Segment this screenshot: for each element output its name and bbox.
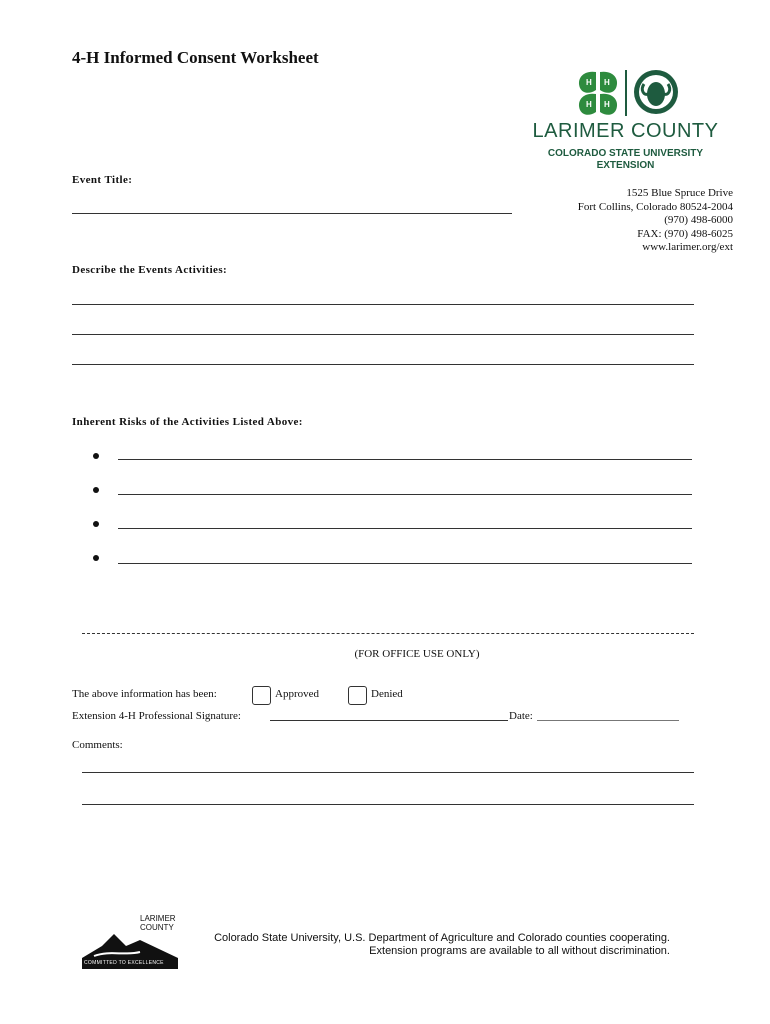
approved-label: Approved [275, 688, 319, 700]
risk-line[interactable] [118, 494, 692, 495]
footer-logo-line2: COUNTY [140, 923, 174, 932]
comments-label: Comments: [72, 739, 123, 751]
larimer-county-logo [80, 912, 180, 970]
comments-line[interactable] [82, 804, 694, 805]
svg-text:H: H [586, 78, 592, 87]
denied-checkbox[interactable] [348, 686, 367, 705]
university-line1: COLORADO STATE UNIVERSITY [547, 148, 704, 159]
approved-checkbox[interactable] [252, 686, 271, 705]
county-name: LARIMER COUNTY [532, 120, 719, 142]
footer-text [214, 932, 670, 958]
university-line2: EXTENSION [596, 160, 655, 171]
address-city: Fort Collins, Colorado 80524-2004 [577, 200, 733, 213]
date-label: Date: [509, 710, 533, 722]
address-website: www.larimer.org/ext [642, 241, 733, 253]
event-title-label: Event Title: [72, 174, 133, 186]
svg-text:H: H [604, 100, 610, 109]
signature-label: Extension 4-H Professional Signature: [72, 710, 241, 722]
risk-line[interactable] [118, 563, 692, 564]
bullet-icon [93, 555, 99, 561]
svg-text:H: H [586, 100, 592, 109]
cut-line-divider [82, 633, 694, 634]
activities-line[interactable] [72, 364, 694, 365]
event-title-input-line[interactable] [72, 213, 512, 214]
approval-label: The above information has been: [72, 688, 217, 700]
activities-line[interactable] [72, 334, 694, 335]
denied-label: Denied [371, 688, 403, 700]
risk-line[interactable] [118, 459, 692, 460]
comments-line[interactable] [82, 772, 694, 773]
footer-line2: Extension programs are available to all without discrimination. [369, 945, 670, 957]
signature-line[interactable] [270, 720, 508, 721]
address-fax: FAX: (970) 498-6025 [637, 227, 733, 240]
bullet-icon [93, 487, 99, 493]
date-line[interactable] [537, 720, 679, 721]
address-block [578, 187, 733, 255]
activities-label: Describe the Events Activities: [72, 264, 228, 276]
address-phone: (970) 498-6000 [664, 214, 733, 226]
risks-label: Inherent Risks of the Activities Listed Above: [72, 416, 303, 428]
clover-logo-icon [528, 66, 728, 120]
footer-line1: Colorado State University, U.S. Department of Agriculture and Colorado counties cooperating. [214, 932, 670, 944]
bullet-icon [93, 453, 99, 459]
svg-text:H: H [604, 78, 610, 87]
risk-line[interactable] [118, 528, 692, 529]
page-title: 4-H Informed Consent Worksheet [72, 48, 319, 67]
bullet-icon [93, 521, 99, 527]
university-name [528, 148, 723, 172]
footer-logo-tagline: COMMITTED TO EXCELLENCE [84, 960, 164, 966]
address-street: 1525 Blue Spruce Drive [626, 187, 733, 199]
office-use-heading: (FOR OFFICE USE ONLY) [354, 648, 480, 660]
footer-logo-line1: LARIMER [140, 914, 176, 923]
activities-line[interactable] [72, 304, 694, 305]
